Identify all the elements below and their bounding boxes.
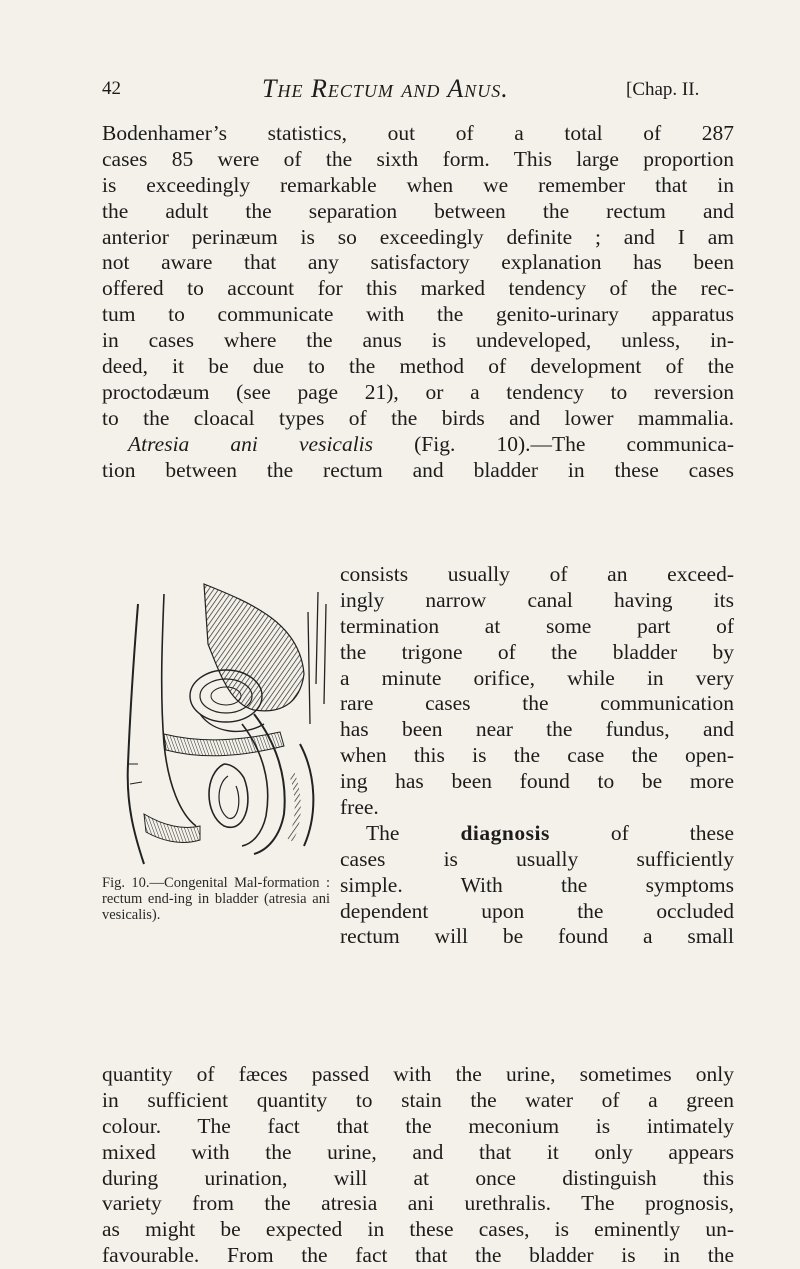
running-title: The Rectum and Anus. (262, 74, 509, 103)
text-line: deed, it be due to the method of development of the (102, 354, 734, 379)
text-line: tion between the rectum and bladder in these cases (102, 457, 734, 482)
body-text-top (102, 121, 734, 483)
page-header (0, 0, 800, 120)
text-line: dependent upon the occluded (340, 898, 734, 923)
text-line: tum to communicate with the genito-urinary apparatus (102, 302, 734, 327)
text-line: during urination, will at once distinguish this (102, 1165, 734, 1190)
text-line: termination at some part of (340, 613, 734, 638)
text-line: rectum will be found a small (340, 924, 734, 949)
text-line: proctodæum (see page 21), or a tendency to reversion (102, 379, 734, 404)
text-line: to the cloacal types of the birds and lower mammalia. (102, 405, 734, 430)
text-line: mixed with the urine, and that it only appears (102, 1139, 734, 1164)
text-line: cases 85 were of the sixth form. This large proportion (102, 146, 734, 171)
text-line: the adult the separation between the rectum and (102, 198, 734, 223)
figure-10-illustration (104, 564, 332, 870)
diagnosis-term: diagnosis (460, 820, 550, 845)
text-line: ingly narrow canal having its (340, 587, 734, 612)
atresia-term: Atresia ani vesicalis (128, 431, 374, 456)
body-text-right (340, 562, 734, 950)
text-line: simple. With the symptoms (340, 872, 734, 897)
chapter-reference: [Chap. II. (626, 79, 700, 100)
diagnosis-paragraph-start (340, 821, 734, 847)
text-line: when this is the case the open- (340, 743, 734, 768)
body-text-bottom (102, 1062, 734, 1269)
text-line: offered to account for this marked tendency of the rec- (102, 276, 734, 301)
text-line: the trigone of the bladder by (340, 639, 734, 664)
text-line: is exceedingly remarkable when we remember that in (102, 172, 734, 197)
text-line: as might be expected in these cases, is eminently un- (102, 1217, 734, 1242)
atresia-paragraph-start (102, 432, 734, 458)
text-line: rare cases the communication (340, 691, 734, 716)
text-line: favourable. From the fact that the bladder is in the (102, 1243, 734, 1268)
figure-caption: Fig. 10.—Congenital Mal-formation : rectum end-ing in bladder (atresia ani vesicalis). (102, 875, 330, 923)
text-line: anterior perinæum is so exceedingly definite ; and I am (102, 224, 734, 249)
anatomical-engraving (104, 564, 332, 870)
text-line: not aware that any satisfactory explanation has been (102, 250, 734, 275)
text-line: in sufficient quantity to stain the water of a green (102, 1087, 734, 1112)
text-line: free. (340, 795, 379, 820)
text-line: colour. The fact that the meconium is intimately (102, 1113, 734, 1138)
text-line: has been near the fundus, and (340, 717, 734, 742)
diagnosis-rest: of these (549, 820, 734, 845)
atresia-rest: (Fig. 10).—The communica- (373, 431, 734, 456)
text-line: in cases where the anus is undeveloped, unless, in- (102, 328, 734, 353)
text-line: Bodenhamer’s statistics, out of a total of 287 (102, 121, 734, 145)
text-line: cases is usually sufficiently (340, 846, 734, 871)
page-number: 42 (102, 78, 121, 99)
text-line: ing has been found to be more (340, 769, 734, 794)
text-line: a minute orifice, while in very (340, 665, 734, 690)
text-line: consists usually of an exceed- (340, 562, 734, 586)
text-line: quantity of fæces passed with the urine, sometimes only (102, 1062, 734, 1086)
diagnosis-lead: The (366, 820, 461, 845)
text-line: variety from the atresia ani urethralis. The prognosis, (102, 1191, 734, 1216)
